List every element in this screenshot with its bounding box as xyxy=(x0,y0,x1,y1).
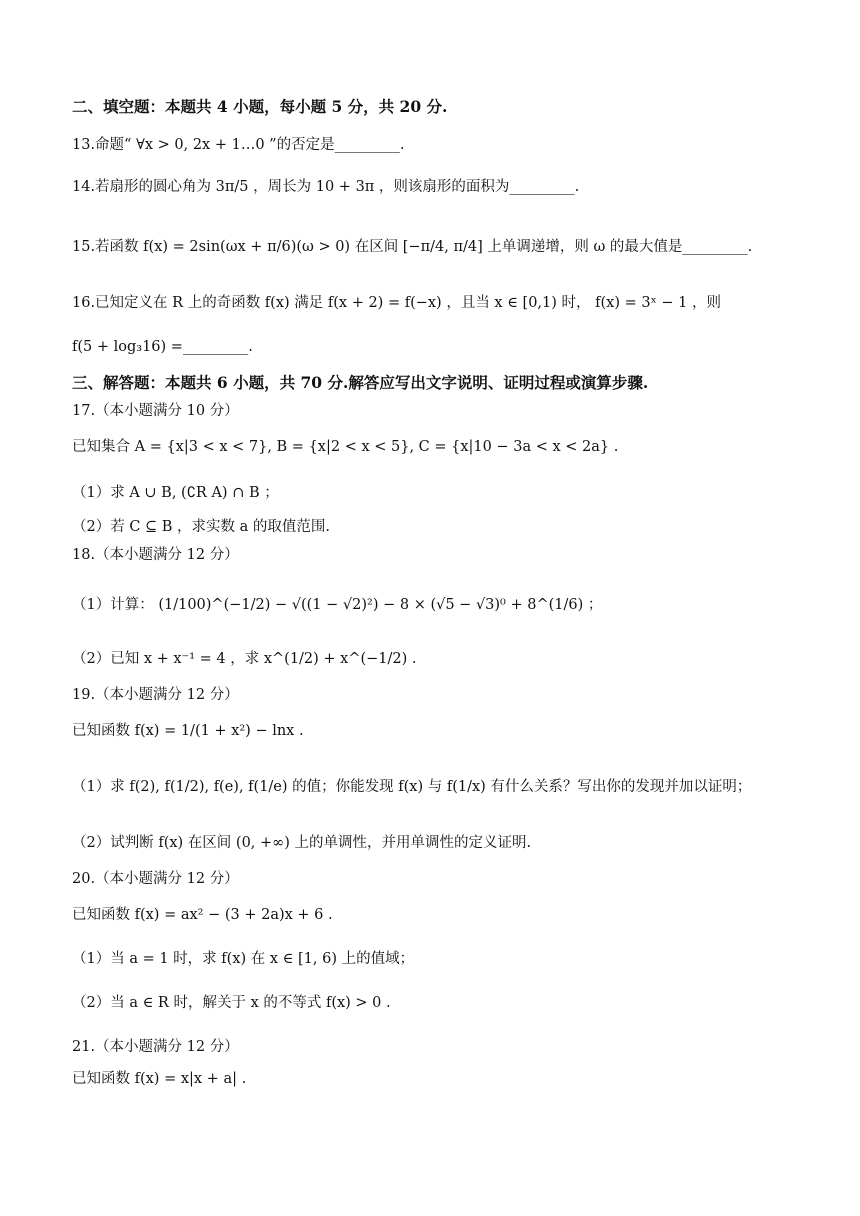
question-19-part-1: （1）求 f(2), f(1/2), f(e), f(1/e) 的值；你能发现 f(x) 与 f(1/x) 有什么关系？写出你的发现并加以证明； xyxy=(72,779,752,795)
question-18-title: 18.（本小题满分 12 分） xyxy=(72,547,239,563)
question-20-title: 20.（本小题满分 12 分） xyxy=(72,871,239,887)
question-14: 14.若扇形的圆心角为 3π/5 ，周长为 10 + 3π ，则该扇形的面积为_________. xyxy=(72,179,580,195)
question-20-part-1: （1）当 a = 1 时，求 f(x) 在 x ∈ [1, 6) 上的值域； xyxy=(72,951,415,967)
question-19-part-2: （2）试判断 f(x) 在区间 (0, +∞) 上的单调性，并用单调性的定义证明. xyxy=(72,835,532,851)
question-16-line-1: 16.已知定义在 R 上的奇函数 f(x) 满足 f(x + 2) = f(−x) ，且当 x ∈ [0,1) 时， f(x) = 3ˣ − 1 ，则 xyxy=(72,295,721,311)
question-20-stem: 已知函数 f(x) = ax² − (3 + 2a)x + 6 . xyxy=(72,907,333,923)
question-17-part-2: （2）若 C ⊆ B ，求实数 a 的取值范围. xyxy=(72,519,331,535)
question-13: 13.命题“ ∀x > 0, 2x + 1…0 ”的否定是_________. xyxy=(72,137,405,153)
section-2-heading: 二、填空题：本题共 4 小题，每小题 5 分，共 20 分. xyxy=(72,97,448,116)
question-21-title: 21.（本小题满分 12 分） xyxy=(72,1039,239,1055)
question-20-part-2: （2）当 a ∈ R 时，解关于 x 的不等式 f(x) > 0 . xyxy=(72,995,391,1011)
question-17-title: 17.（本小题满分 10 分） xyxy=(72,403,239,419)
question-16-line-2: f(5 + log₃16) =_________. xyxy=(72,339,253,355)
question-21-stem: 已知函数 f(x) = x|x + a| . xyxy=(72,1071,247,1087)
section-3-heading: 三、解答题：本题共 6 小题，共 70 分.解答应写出文字说明、证明过程或演算步骤. xyxy=(72,373,649,392)
question-18-part-2: （2）已知 x + x⁻¹ = 4 ，求 x^(1/2) + x^(−1/2) . xyxy=(72,651,417,667)
question-15: 15.若函数 f(x) = 2sin(ωx + π/6)(ω > 0) 在区间 [−π/4, π/4] 上单调递增，则 ω 的最大值是_________. xyxy=(72,239,753,255)
question-17-part-1: （1）求 A ∪ B, (∁R A) ∩ B ； xyxy=(72,485,279,501)
question-18-part-1: （1）计算： (1/100)^(−1/2) − √((1 − √2)²) − 8 × (√5 − √3)⁰ + 8^(1/6) ； xyxy=(72,597,603,613)
question-19-title: 19.（本小题满分 12 分） xyxy=(72,687,239,703)
question-17-stem: 已知集合 A = {x|3 < x < 7}, B = {x|2 < x < 5}, C = {x|10 − 3a < x < 2a} . xyxy=(72,439,619,455)
question-19-stem: 已知函数 f(x) = 1/(1 + x²) − lnx . xyxy=(72,723,304,739)
